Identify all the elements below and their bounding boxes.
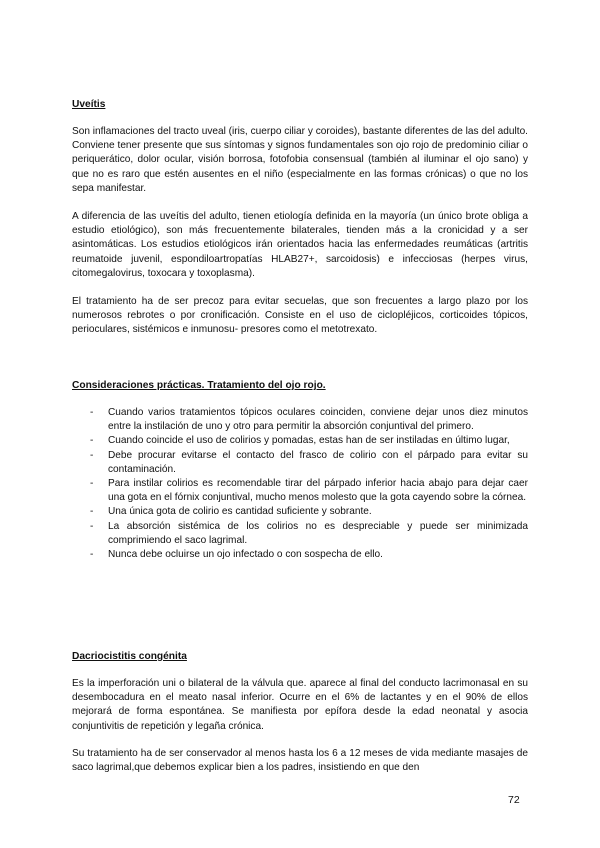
- list-item: - Una única gota de colirio es cantidad suficiente y sobrante.: [72, 505, 528, 519]
- section-consideraciones: [72, 379, 528, 562]
- section-dacriocistitis: [72, 650, 528, 775]
- page-number: 72: [508, 794, 520, 806]
- consideraciones-heading: Consideraciones prácticas. Tratamiento del ojo rojo.: [72, 380, 326, 391]
- uveitis-heading: Uveítis: [72, 99, 106, 110]
- uveitis-paragraph-2: A diferencia de las uveítis del adulto, tienen etiología definida en la mayoría (un único brote obliga a estudio etiológico), son más frecuentemente bilaterales, tienden más a la cronicidad y a ser asintomáticas. Los estudios etiológicos irán orientados hacia las enfermedades reumáticas (artritis reumatoide juvenil, espondiloartropatías HLAB27+, sarcoidosis) e infecciosas (herpes virus, citomegalovirus, toxocara y toxoplasma).: [72, 211, 528, 279]
- uveitis-paragraph-3: El tratamiento ha de ser precoz para evitar secuelas, que son frecuentes a largo plazo por los numerosos rebrotes o por cronificación. Consiste en el uso de ciclopléjicos, corticoides tópicos, perioculares, sistémicos e inmunosu- presores como el metotrexato.: [72, 296, 528, 336]
- list-item: - Para instilar colirios es recomendable tirar del párpado inferior hacia abajo para dejar caer una gota en el fórnix conjuntival, mucho menos molesto que la gota cayendo sobre la córnea.: [72, 477, 528, 505]
- list-item: - Debe procurar evitarse el contacto del frasco de colirio con el párpado para evitar su contaminación.: [72, 449, 528, 477]
- consideraciones-list: [72, 406, 528, 562]
- dacriocistitis-heading: Dacriocistitis congénita: [72, 651, 187, 662]
- uveitis-paragraph-1: Son inflamaciones del tracto uveal (iris, cuerpo ciliar y coroides), bastante diferentes de las del adulto. Conviene tener presente que sus síntomas y signos fundamentales son ojo rojo de predominio ciliar o periquerático, dolor ocular, visión borrosa, fotofobia consensual (también al iluminar el ojo sano) y que no es raro que estén ausentes en el niño (especialmente en las formas crónicas) o que no los sepa manifestar.: [72, 126, 528, 194]
- list-item: - Nunca debe ocluirse un ojo infectado o con sospecha de ello.: [72, 548, 528, 562]
- list-item: - La absorción sistémica de los colirios no es despreciable y puede ser minimizada comprimiendo el saco lagrimal.: [72, 520, 528, 548]
- list-item: - Cuando coincide el uso de colirios y pomadas, estas han de ser instiladas en último lugar,: [72, 434, 528, 448]
- section-uveitis: [72, 98, 528, 338]
- dacriocistitis-paragraph-2: Su tratamiento ha de ser conservador al menos hasta los 6 a 12 meses de vida mediante masajes de saco lagrimal,que debemos explicar bien a los padres, insistiendo en que den: [72, 747, 528, 774]
- list-item: - Cuando varios tratamientos tópicos oculares coinciden, conviene dejar unos diez minutos entre la instilación de uno y otro para permitir la absorción conjuntival del primero.: [72, 406, 528, 434]
- dacriocistitis-paragraph-1: Es la imperforación uni o bilateral de la válvula que. aparece al final del conducto lacrimonasal en su desembocadura en el meato nasal inferior. Ocurre en el 6% de lactantes y en el 90% de ellos mejorará de forma espontánea. Se manifiesta por epífora desde la edad neonatal y asocia conjuntivitis de repetición y legaña crónica.: [72, 678, 528, 732]
